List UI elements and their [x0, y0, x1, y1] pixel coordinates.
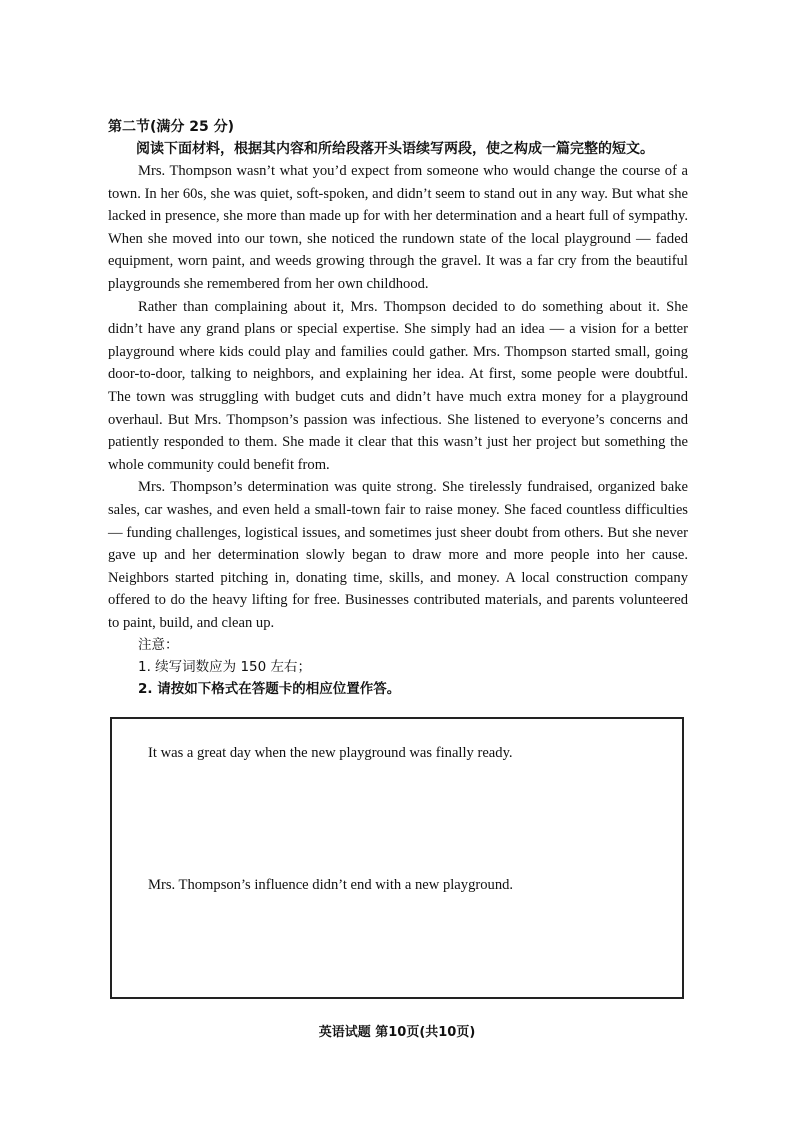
section-heading: 第二节(满分 25 分) [108, 119, 235, 135]
paragraph-opener-2: Mrs. Thompson’s influence didn’t end with a new playground. [148, 877, 514, 893]
passage-paragraph-3: Mrs. Thompson’s determination was quite strong. She tirelessly fundraised, organized bake sales, car washes, and even held a small-town fair to raise money. She faced countless difficulties — funding challenges, logistical issues, and sometimes just sheer doubt from others. But she never gave up and her determination slowly began to draw more and more people into her cause. Neighbors started pitching in, donating time, skills, and money. A local construction company offered to do the heavy lifting for free. Businesses contributed materials, and parents volunteered to paint, build, and clean up. [108, 479, 688, 631]
note-item-answer-format: 2. 请按如下格式在答题卡的相应位置作答。 [138, 681, 401, 698]
passage-paragraph-1: Mrs. Thompson wasn’t what you’d expect from someone who would change the course of a town. In her 60s, she was quiet, soft-spoken, and didn’t seem to stand out in any way. But what she lacked in presence, she more than made up for with her determination and a heart full of sympathy. When she moved into our town, she noticed the rundown state of the local playground — faded equipment, worn paint, and weeds growing through the gravel. It was a far cry from the beautiful playgrounds she remembered from her own childhood. [108, 163, 688, 292]
section-instruction: 阅读下面材料，根据其内容和所给段落开头语续写两段，使之构成一篇完整的短文。 [136, 141, 654, 157]
paragraph-opener-1: It was a great day when the new playground was finally ready. [148, 745, 513, 761]
reading-section [108, 116, 688, 700]
notes-title: 注意： [138, 637, 179, 654]
page-footer: 英语试题 第10页(共10页) [318, 1025, 476, 1040]
answer-box[interactable] [110, 717, 684, 999]
note-item-word-count: 1. 续写词数应为 150 左右； [138, 659, 312, 676]
passage-paragraph-2: Rather than complaining about it, Mrs. Thompson decided to do something about it. She didn’t have any grand plans or special expertise. She simply had an idea — a vision for a better playground where kids could play and families could gather. Mrs. Thompson started small, going door-to-door, talking to neighbors, and explaining her idea. At first, some people were doubtful. The town was struggling with budget cuts and didn’t have much extra money for a playground overhaul. But Mrs. Thompson’s passion was infectious. She listened to everyone’s concerns and patiently responded to them. She made it clear that this wasn’t just her project but something the whole community could benefit from. [108, 298, 688, 473]
